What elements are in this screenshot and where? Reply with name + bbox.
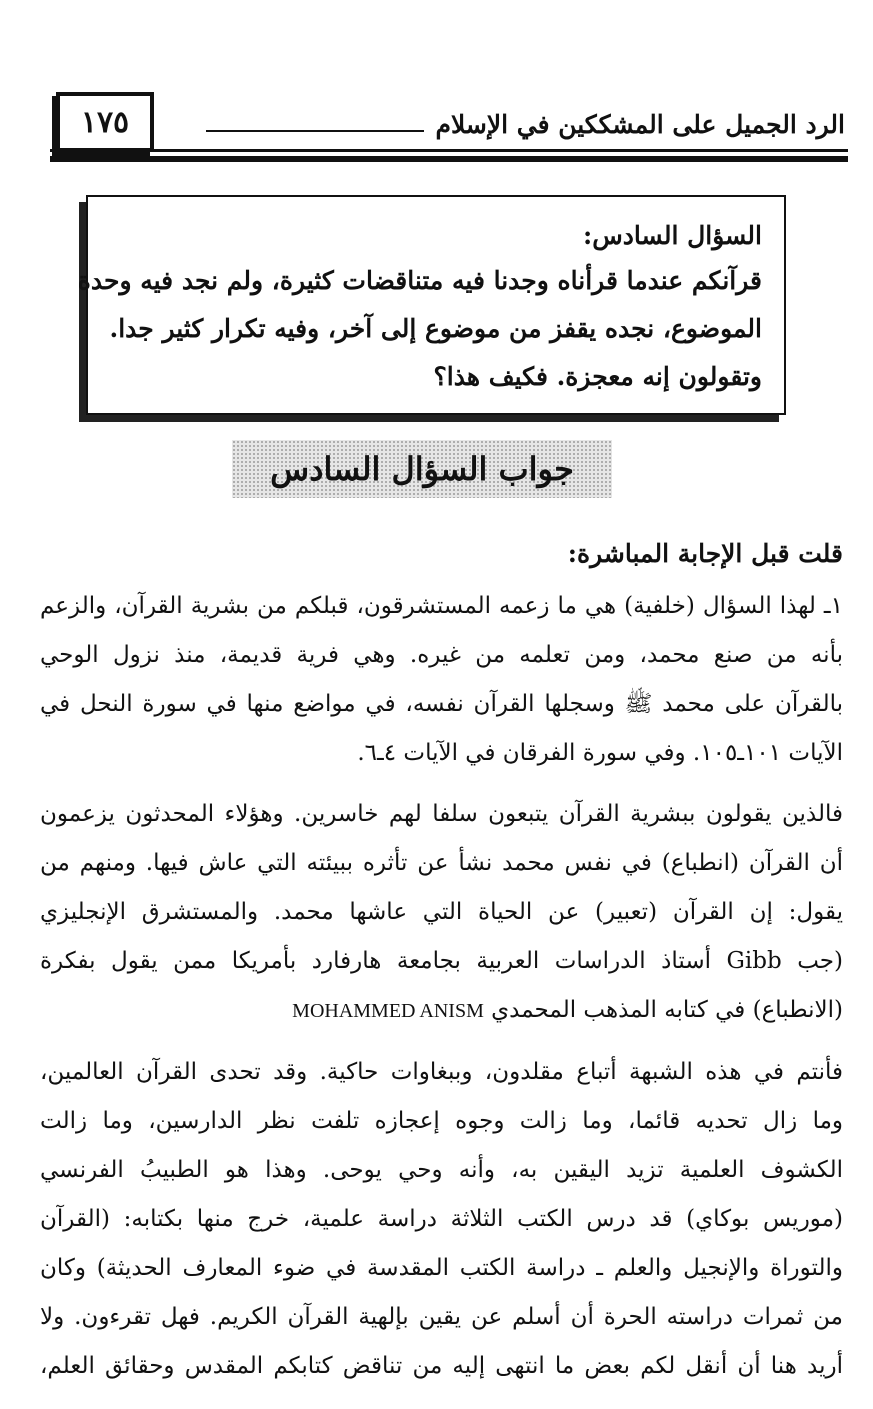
text-line: والتوراة والإنجيل والعلم ـ دراسة الكتب المقدسة في ضوء المعارف الحديثة) وكان <box>40 1255 843 1281</box>
text-line: بالقرآن على محمد ﷺ وسجلها القرآن نفسه، في مواضع منها في سورة النحل في <box>40 691 843 717</box>
question-line: قرآنكم عندما قرأناه وجدنا فيه متناقضات كثيرة، ولم نجد فيه وحدة <box>77 266 762 295</box>
running-header-title: الرد الجميل على المشككين في الإسلام <box>435 110 845 139</box>
text-segment-arabic: (الانطباع) في كتابه المذهب المحمدي <box>491 997 843 1023</box>
answer-heading: جواب السؤال السادس <box>232 440 612 498</box>
text-segment-latin: MOHAMMED ANISM <box>292 1000 484 1022</box>
paragraph-1 <box>40 582 843 778</box>
text-line: فالذين يقولون ببشرية القرآن يتبعون سلفا لهم خاسرين. وهؤلاء المحدثون يزعمون <box>40 801 843 827</box>
paragraph-2 <box>40 790 843 1036</box>
body-text <box>40 530 843 1403</box>
text-line: يقول: إن القرآن (تعبير) عن الحياة التي عاشها محمد. والمستشرق الإنجليزي <box>40 899 843 925</box>
paragraph-3 <box>40 1048 843 1391</box>
text-line: (جب Gibb أستاذ الدراسات العربية بجامعة هارفارد بأمريكا ممن يقول بفكرة <box>40 948 843 974</box>
header-double-rule <box>50 149 848 162</box>
text-line: أن القرآن (انطباع) في نفس محمد نشأ عن تأثره ببيئته التي عاش فيها. ومنهم من <box>40 850 843 876</box>
header-rule <box>206 130 424 132</box>
text-line: من ثمرات دراسته الحرة أن أسلم عن يقين بإلهية القرآن الكريم. فهل تقرءون. ولا <box>40 1304 843 1330</box>
text-line: فأنتم في هذه الشبهة أتباع مقلدون، وببغاوات حاكية. وقد تحدى القرآن العالمين، <box>40 1059 843 1085</box>
text-line: أريد هنا أن أنقل لكم بعض ما انتهى إليه من تناقض كتابكم المقدس وحقائق العلم، <box>40 1353 843 1379</box>
question-line: وتقولون إنه معجزة. فكيف هذا؟ <box>433 362 762 391</box>
question-heading: السؤال السادس: <box>583 221 762 250</box>
text-line: ١ـ لهذا السؤال (خلفية) هي ما زعمه المستشرقون، قبلكم من بشرية القرآن، والزعم <box>40 593 843 619</box>
text-line: بأنه من صنع محمد، ومن تعلمه من غيره. وهي فرية قديمة، منذ نزول الوحي <box>40 642 843 668</box>
text-line: الآيات ١٠١ـ١٠٥. وفي سورة الفرقان في الآيات ٤ـ٦. <box>357 740 843 766</box>
question-line: الموضوع، نجده يقفز من موضوع إلى آخر، وفيه تكرار كثير جدا. <box>109 314 762 343</box>
page-number: ١٧٥ <box>56 92 154 152</box>
text-line: وما زال تحديه قائما، وما زالت وجوه إعجازه تلفت نظر الدارسين، وما زالت <box>40 1108 843 1134</box>
answer-subheading: قلت قبل الإجابة المباشرة: <box>567 539 843 568</box>
text-line: (موريس بوكاي) قد درس الكتب الثلاثة دراسة علمية، خرج منها بكتابه: (القرآن <box>40 1206 843 1232</box>
text-line-mixed <box>40 986 843 1036</box>
text-line: الكشوف العلمية تزيد اليقين به، وأنه وحي يوحى. وهذا هو الطبيبُ الفرنسي <box>40 1157 843 1183</box>
question-box <box>77 195 786 415</box>
